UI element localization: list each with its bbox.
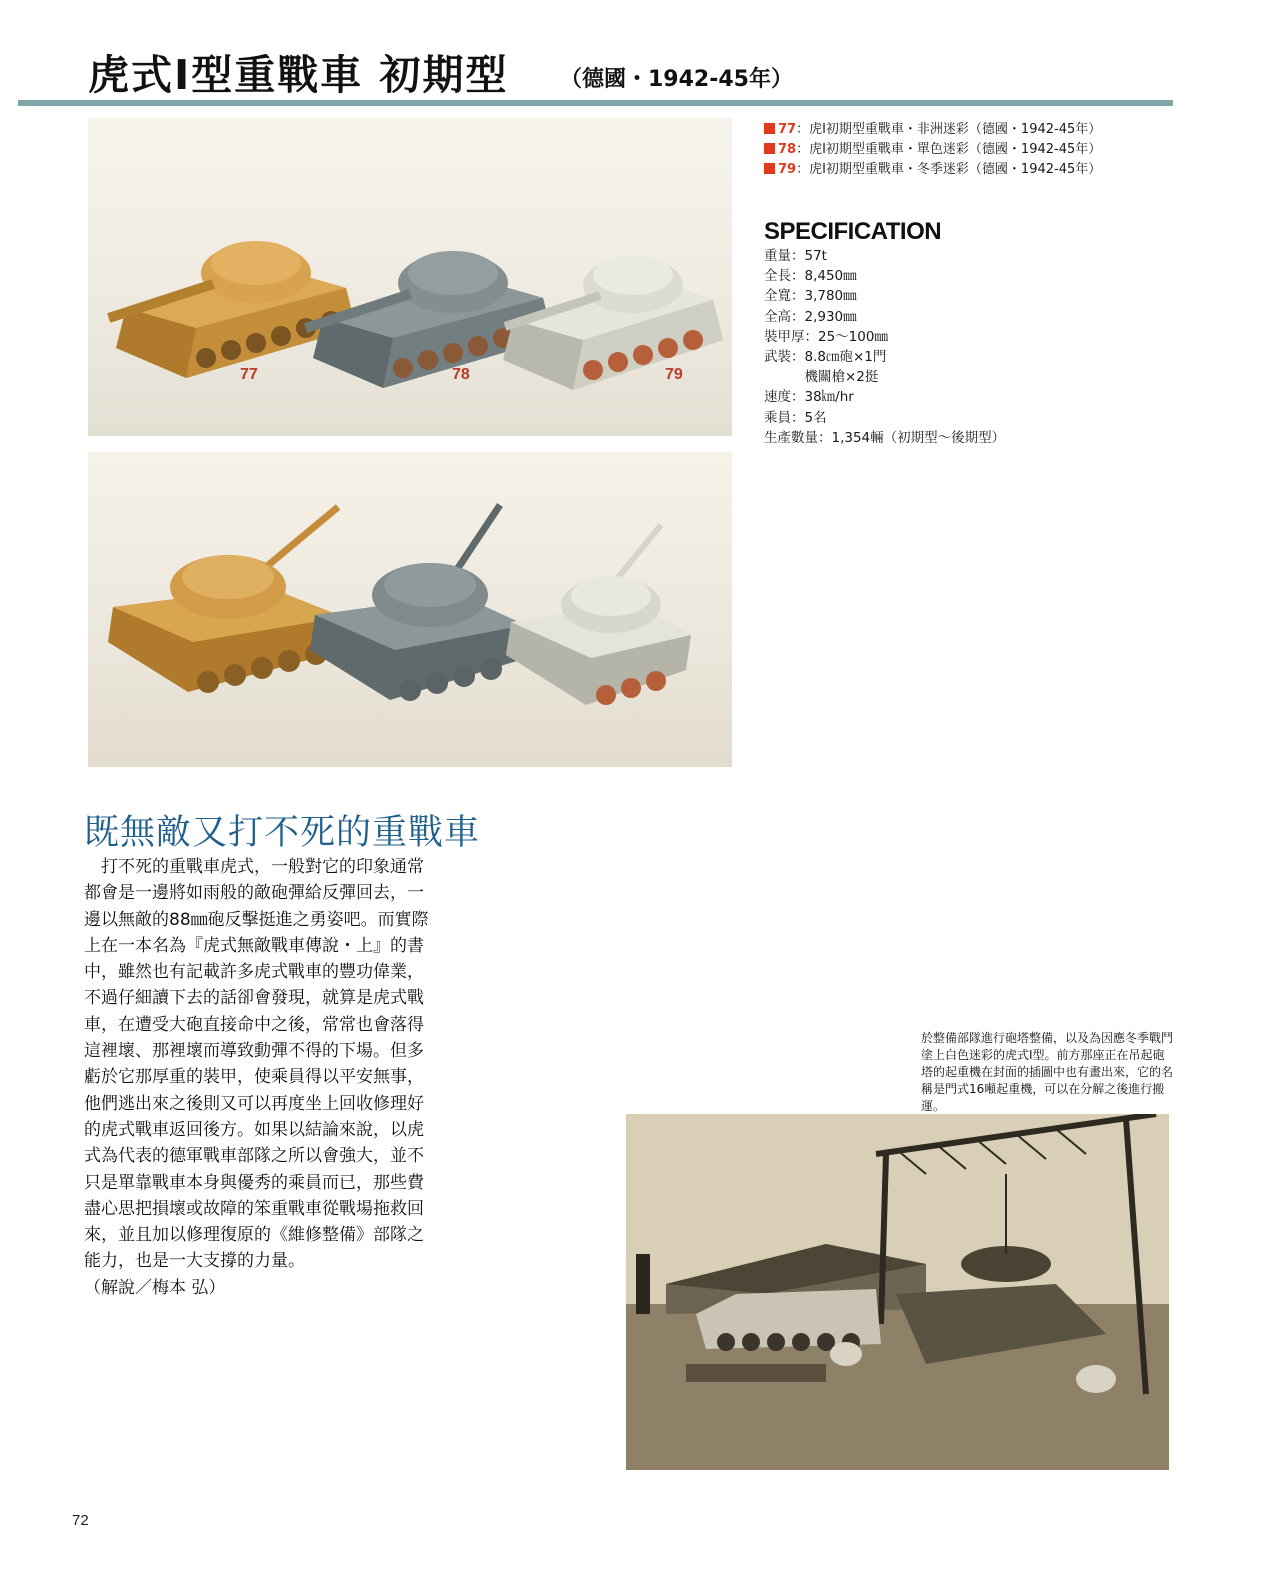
spec-armament-mg: 機關槍×2挺 bbox=[764, 369, 879, 386]
spec-armor: 裝甲厚：25～100㎜ bbox=[764, 328, 888, 345]
spec-heading: SPECIFICATION bbox=[764, 218, 942, 245]
legend-number: 77 bbox=[778, 122, 797, 137]
legend-text: ：虎Ⅰ初期型重戰車・非洲迷彩（德國・1942-45年） bbox=[796, 122, 1102, 137]
article-paragraph: 打不死的重戰車虎式，一般對它的印象通常都會是一邊將如雨般的敵砲彈給反彈回去，一邊以無敵的88㎜砲反擊挺進之勇姿吧。而實際上在一本名為『虎式無敵戰車傳說・上』的書中，雖然也有記載許多虎式戰車的豐功偉業，不過仔細讀下去的話卻會發現，就算是虎式戰車，在遭受大砲直接命中之後，常常也會落得這裡壞、那裡壞而導致動彈不得的下場。但多虧於它那厚重的裝甲，使乘員得以平安無事，他們逃出來之後則又可以再度坐上回收修理好的虎式戰車返回後方。如果以結論來說，以虎式為代表的德軍戰車部隊之所以會強大，並不只是單靠戰車本身與優秀的乘員而已，那些費盡心思把損壞或故障的笨重戰車從戰場拖救回來，並且加以修理復原的《維修整備》部隊之能力，也是一大支撐的力量。 bbox=[84, 857, 429, 1272]
spec-height: 全高：2,930㎜ bbox=[764, 308, 857, 325]
spec-speed: 速度：38㎞/hr bbox=[764, 389, 854, 406]
page-title: 虎式Ⅰ型重戰車 初期型 bbox=[88, 51, 509, 99]
legend-text: ：虎Ⅰ初期型重戰車・冬季迷彩（德國・1942-45年） bbox=[796, 162, 1102, 177]
historical-workshop-photo bbox=[626, 1114, 1169, 1470]
page-subtitle: （德國・1942-45年） bbox=[560, 67, 793, 92]
legend-number: 79 bbox=[778, 162, 797, 177]
tank-label-78: 78 bbox=[452, 366, 470, 383]
spec-list bbox=[764, 246, 1005, 448]
page-number: 72 bbox=[72, 1512, 89, 1529]
legend-item bbox=[764, 120, 1101, 140]
tank-sand-rear-view bbox=[108, 507, 343, 693]
legend-item bbox=[764, 140, 1101, 160]
legend-item bbox=[764, 160, 1101, 180]
tank-grey-rear-view bbox=[310, 505, 525, 701]
spec-armament: 武裝：8.8㎝砲×1門 bbox=[764, 349, 887, 366]
title-rule bbox=[18, 100, 1173, 106]
tank-models-photo-top bbox=[88, 118, 732, 436]
legend-number: 78 bbox=[778, 142, 797, 157]
spec-weight: 重量：57t bbox=[764, 248, 827, 264]
legend-text: ：虎Ⅰ初期型重戰車・單色迷彩（德國・1942-45年） bbox=[796, 142, 1102, 157]
tank-79-model bbox=[503, 255, 723, 390]
photo-caption: 於整備部隊進行砲塔整備，以及為因應冬季戰鬥塗上白色迷彩的虎式Ⅰ型。前方那座正在吊起砲塔的起重機在封面的插圖中也有畫出來，它的名稱是門式16噸起重機，可以在分解之後進行搬運。 bbox=[921, 1031, 1174, 1113]
article-byline: （解說／梅本 弘） bbox=[84, 1277, 226, 1298]
tank-models-illustration-bottom bbox=[88, 452, 732, 767]
workshop-scene-illustration bbox=[626, 1114, 1169, 1470]
photo-legend bbox=[764, 120, 1101, 180]
article-body bbox=[84, 854, 429, 1301]
tank-white-rear-view bbox=[506, 525, 691, 705]
tank-label-77: 77 bbox=[240, 366, 258, 383]
tank-models-photo-bottom bbox=[88, 452, 732, 767]
tank-models-illustration-top bbox=[88, 118, 732, 436]
tank-label-79: 79 bbox=[665, 366, 683, 383]
spec-width: 全寬：3,780㎜ bbox=[764, 288, 857, 305]
legend-marker bbox=[764, 123, 775, 134]
spec-production: 生產數量：1,354輛（初期型～後期型） bbox=[764, 429, 1006, 446]
legend-marker bbox=[764, 143, 775, 154]
spec-length: 全長：8,450㎜ bbox=[764, 268, 857, 285]
spec-crew: 乘員：5名 bbox=[764, 409, 827, 426]
article-heading: 既無敵又打不死的重戰車 bbox=[84, 813, 481, 853]
legend-marker bbox=[764, 163, 775, 174]
